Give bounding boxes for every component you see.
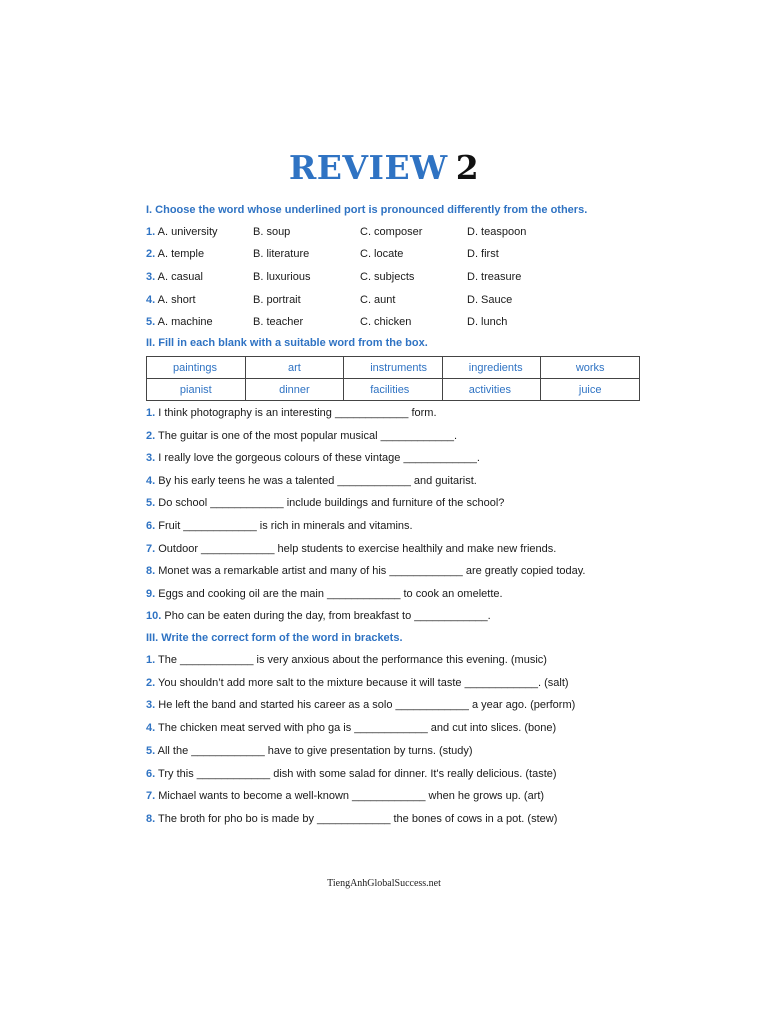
sentence-text: By his early teens he was a talented ____________ and guitarist. (158, 474, 477, 487)
sentence-row (146, 811, 557, 827)
sentence-text: The ____________ is very anxious about the performance this evening. (music) (158, 654, 547, 666)
sentence-number: 7. (146, 790, 156, 803)
word-box-row (147, 357, 640, 379)
option-d: D. first (467, 248, 499, 260)
sentence-text: I think photography is an interesting ____________ form. (158, 407, 437, 419)
option-a-text: A. machine (157, 316, 213, 328)
sentence-number: 3. (146, 699, 156, 712)
sentence-row (146, 608, 491, 624)
title-word: REVIEW (288, 148, 448, 187)
option-b: B. teacher (253, 316, 304, 328)
question-row (146, 269, 626, 285)
option-d: D. Sauce (467, 294, 513, 306)
sentence-number: 7. (146, 542, 156, 555)
sentence-text: All the ____________ have to give presentation by turns. (study) (157, 744, 473, 757)
option-a (146, 292, 196, 308)
sentence-row (146, 450, 480, 466)
sentence-row (146, 743, 473, 759)
option-a (146, 224, 218, 240)
option-d: D. lunch (467, 316, 508, 328)
sentence-row (146, 697, 575, 713)
sentence-row (146, 473, 477, 489)
question-number: 1. (146, 226, 156, 238)
option-b: B. literature (253, 248, 310, 260)
sentence-number: 8. (146, 565, 156, 578)
option-c: C. composer (360, 226, 423, 238)
sentence-text: Outdoor ____________ help students to exercise healthily and make new friends. (158, 542, 557, 555)
option-c: C. locate (360, 248, 404, 260)
box-word: ingredients (442, 357, 541, 379)
sentence-row (146, 652, 547, 668)
sentence-row (146, 720, 556, 736)
sentence-text: Eggs and cooking oil are the main ____________ to cook an omelette. (158, 587, 503, 600)
sentence-text: Fruit ____________ is rich in minerals and vitamins. (158, 520, 413, 532)
word-box (146, 356, 640, 401)
option-c: C. aunt (360, 294, 396, 306)
page-title (0, 148, 768, 187)
option-a-text: A. temple (157, 248, 205, 260)
option-b: B. portrait (253, 294, 301, 306)
sentence-number: 1. (146, 654, 156, 666)
sentence-number: 2. (146, 676, 156, 689)
question-row (146, 292, 626, 308)
box-word: instruments (344, 357, 443, 379)
box-word: art (245, 357, 344, 379)
option-d: D. treasure (467, 271, 522, 283)
sentence-text: The guitar is one of the most popular musical ____________. (158, 429, 458, 442)
option-a-text: A. university (157, 226, 218, 238)
sentence-text: Do school ____________ include buildings and furniture of the school? (158, 497, 505, 510)
sentence-row (146, 766, 557, 782)
sentence-text: The chicken meat served with pho ga is ____________ and cut into slices. (bone) (158, 722, 557, 735)
option-a-text: A. casual (157, 271, 203, 283)
box-word: works (541, 357, 640, 379)
sentence-text: Michael wants to become a well-known ____________ when he grows up. (art) (158, 790, 545, 803)
sentence-text: Pho can be eaten during the day, from breakfast to ____________. (164, 610, 491, 623)
sentence-number: 8. (146, 812, 156, 825)
box-word: facilities (344, 379, 443, 401)
sentence-number: 5. (146, 744, 156, 757)
sentence-number: 4. (146, 474, 156, 487)
option-a (146, 314, 213, 330)
footer-site: TiengAnhGlobalSuccess.net (327, 878, 441, 889)
title-number: 2 (455, 148, 480, 187)
box-word: paintings (147, 357, 246, 379)
box-word: juice (541, 379, 640, 401)
question-number: 4. (146, 294, 156, 306)
sentence-row (146, 495, 504, 511)
box-word: activities (442, 379, 541, 401)
box-word: pianist (147, 379, 246, 401)
sentence-number: 6. (146, 520, 156, 532)
sentence-number: 5. (146, 497, 156, 510)
sentence-number: 6. (146, 767, 156, 780)
question-row (146, 224, 626, 240)
sentence-number: 10. (146, 610, 162, 623)
sentence-row (146, 518, 413, 534)
question-number: 2. (146, 248, 156, 260)
part2-heading: II. Fill in each blank with a suitable word from the box. (146, 337, 428, 349)
question-number: 5. (146, 316, 156, 328)
sentence-text: Monet was a remarkable artist and many of his ____________ are greatly copied today. (158, 565, 586, 578)
sentence-row (146, 405, 437, 421)
sentence-row (146, 675, 569, 691)
sentence-row (146, 788, 544, 804)
question-row (146, 246, 626, 262)
question-row (146, 314, 626, 330)
box-word: dinner (245, 379, 344, 401)
option-c: C. subjects (360, 271, 415, 283)
sentence-row (146, 563, 585, 579)
sentence-text: Try this ____________ dish with some salad for dinner. It's really delicious. (taste) (158, 767, 557, 780)
sentence-row (146, 586, 503, 602)
sentence-row (146, 428, 457, 444)
option-c: C. chicken (360, 316, 412, 328)
sentence-number: 2. (146, 429, 156, 442)
sentence-text: The broth for pho bo is made by ____________ the bones of cows in a pot. (stew) (158, 812, 558, 825)
sentence-number: 1. (146, 407, 156, 419)
option-b: B. luxurious (253, 271, 311, 283)
part1-heading: I. Choose the word whose underlined port is pronounced differently from the others. (146, 204, 588, 216)
sentence-row (146, 541, 556, 557)
sentence-text: You shouldn’t add more salt to the mixture because it will taste ____________. (salt) (158, 676, 569, 689)
option-b: B. soup (253, 226, 291, 238)
option-a (146, 269, 203, 285)
word-box-row (147, 379, 640, 401)
sentence-number: 4. (146, 722, 156, 735)
option-a-text: A. short (157, 294, 196, 306)
sentence-text: I really love the gorgeous colours of these vintage ____________. (158, 452, 480, 465)
sentence-number: 9. (146, 587, 156, 600)
sentence-text: He left the band and started his career as a solo ____________ a year ago. (perform) (158, 699, 576, 712)
option-a (146, 246, 204, 262)
sentence-number: 3. (146, 452, 156, 465)
part3-heading: III. Write the correct form of the word in brackets. (146, 632, 403, 644)
option-d: D. teaspoon (467, 226, 527, 238)
question-number: 3. (146, 271, 156, 283)
